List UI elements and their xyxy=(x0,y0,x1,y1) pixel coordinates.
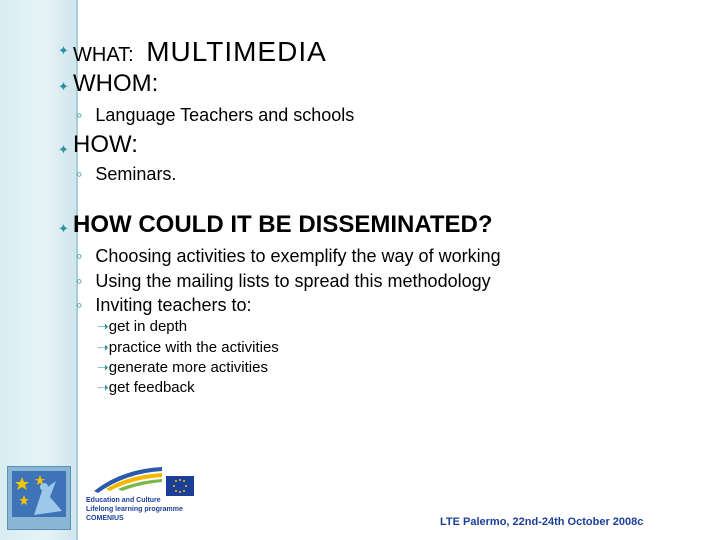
arrow-bullet-icon: ➝ xyxy=(97,379,109,395)
how-item xyxy=(76,164,176,185)
bullet-icon: ✦ xyxy=(58,43,69,58)
circle-bullet-icon: ◦ xyxy=(76,271,83,291)
bullet-icon: ✦ xyxy=(58,221,69,236)
footer-text: LTE Palermo, 22nd-24th October 2008c xyxy=(440,516,644,528)
dissemination-item-text: Using the mailing lists to spread this methodology xyxy=(95,271,491,291)
llp-line: COMENIUS xyxy=(86,515,124,522)
invite-item-text: generate more activities xyxy=(108,359,268,376)
circle-bullet-icon: ◦ xyxy=(76,164,83,184)
bullet-icon: ✦ xyxy=(58,142,69,157)
eu-flag-icon xyxy=(166,476,194,496)
invite-item xyxy=(97,359,268,376)
arrow-bullet-icon: ➝ xyxy=(97,339,109,355)
dissemination-title: HOW COULD IT BE DISSEMINATED? xyxy=(73,211,493,238)
dissemination-item xyxy=(76,271,491,292)
dissemination-item xyxy=(76,295,252,316)
arrow-bullet-icon: ➝ xyxy=(97,359,109,375)
whom-item-text: Language Teachers and schools xyxy=(95,105,355,125)
dissemination-item-text: Choosing activities to exemplify the way of working xyxy=(95,246,501,266)
whom-item xyxy=(76,105,354,126)
invite-item-text: practice with the activities xyxy=(108,339,279,356)
invite-item xyxy=(97,318,187,335)
lte-logo-graphic xyxy=(12,471,66,517)
what-line xyxy=(73,36,327,68)
invite-item xyxy=(97,379,195,396)
what-label: WHAT: xyxy=(73,44,134,66)
llp-line: Education and Culture xyxy=(86,497,161,504)
llp-line: Lifelong learning programme xyxy=(86,506,183,513)
circle-bullet-icon: ◦ xyxy=(76,105,83,125)
llp-logo-swoosh xyxy=(92,465,164,500)
dissemination-item xyxy=(76,246,501,267)
how-label: HOW: xyxy=(73,131,138,158)
how-item-text: Seminars. xyxy=(95,164,177,184)
whom-label: WHOM: xyxy=(73,70,159,97)
what-value: MULTIMEDIA xyxy=(146,36,327,67)
invite-item xyxy=(97,339,279,356)
arrow-bullet-icon: ➝ xyxy=(97,318,109,334)
invite-item-text: get feedback xyxy=(108,379,195,396)
circle-bullet-icon: ◦ xyxy=(76,246,83,266)
llp-logo-text xyxy=(86,496,183,523)
lte-logo xyxy=(7,466,71,530)
bullet-icon: ✦ xyxy=(58,79,69,94)
invite-item-text: get in depth xyxy=(108,318,188,335)
dissemination-item-text: Inviting teachers to: xyxy=(95,295,252,315)
circle-bullet-icon: ◦ xyxy=(76,295,83,315)
